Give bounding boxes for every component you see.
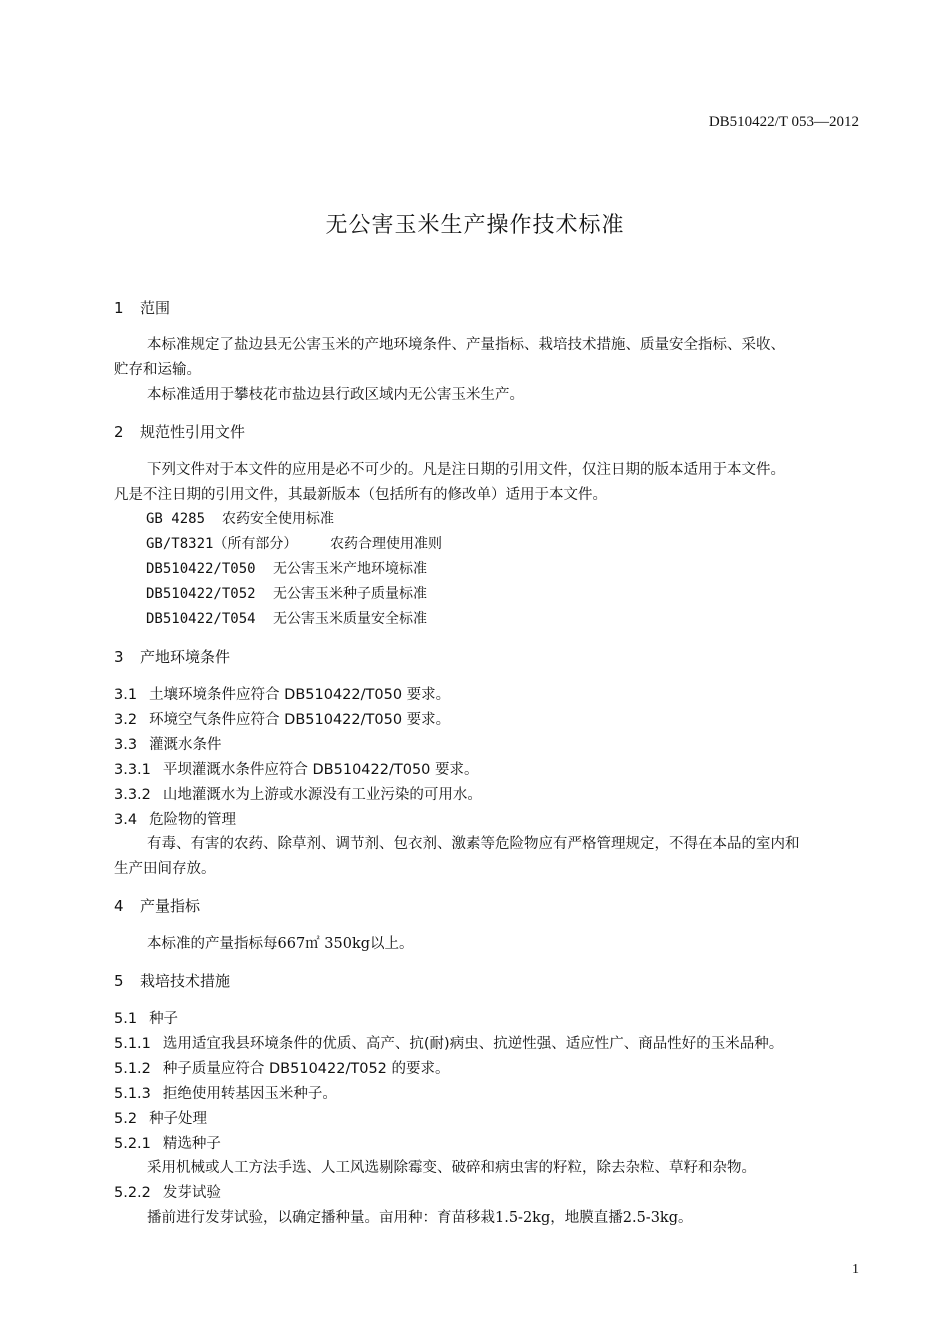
- clause-number: 3.2: [114, 712, 138, 728]
- page-number: 1: [852, 1262, 859, 1277]
- clause-text: 平坝灌溉水条件应符合 DB510422/T050 要求。: [162, 762, 479, 778]
- clause: [114, 758, 479, 779]
- clause: [114, 783, 482, 804]
- clause-text: 危险物的管理: [149, 812, 237, 828]
- clause: [114, 1107, 207, 1128]
- clause-number: 5.1.2: [114, 1061, 151, 1077]
- reference-code: DB510422/T052: [146, 586, 256, 602]
- paragraph: 本标准的产量指标每667㎡ 350kg以上。: [147, 936, 414, 952]
- reference-item: [146, 608, 427, 628]
- clause-number: 3.3.2: [114, 787, 151, 803]
- paragraph: 播前进行发芽试验，以确定播种量。亩用种：育苗移栽1.5-2kg，地膜直播2.5-3kg。: [147, 1210, 693, 1226]
- paragraph: 下列文件对于本文件的应用是必不可少的。凡是注日期的引用文件，仅注日期的版本适用于本文件。: [147, 462, 785, 478]
- paragraph: 生产田间存放。: [114, 861, 216, 877]
- paragraph: 贮存和运输。: [114, 362, 201, 378]
- reference-name: 农药合理使用准则: [330, 536, 442, 552]
- reference-name: 无公害玉米产地环境标准: [273, 561, 427, 577]
- clause: [114, 683, 450, 704]
- section-1-heading: [114, 297, 170, 318]
- section-number: 1: [114, 299, 124, 317]
- clause-number: 5.1.1: [114, 1036, 151, 1052]
- clause-text: 灌溉水条件: [149, 737, 222, 753]
- clause: [114, 733, 222, 754]
- reference-code: GB/T8321（所有部分）: [146, 536, 298, 552]
- clause-number: 5.2.1: [114, 1136, 151, 1152]
- reference-item: [146, 558, 427, 578]
- clause-text: 山地灌溉水为上游或水源没有工业污染的可用水。: [162, 787, 482, 803]
- clause-text: 种子: [149, 1011, 179, 1027]
- reference-name: 农药安全使用标准: [222, 511, 334, 527]
- clause-number: 3.3.1: [114, 762, 151, 778]
- clause-text: 精选种子: [162, 1136, 221, 1152]
- clause: [114, 1007, 178, 1028]
- section-3-heading: [114, 646, 230, 667]
- clause: [114, 708, 450, 729]
- section-number: 3: [114, 648, 124, 666]
- section-2-heading: [114, 421, 245, 442]
- clause: [114, 1082, 337, 1103]
- section-title: 规范性引用文件: [140, 423, 246, 441]
- paragraph: 本标准规定了盐边县无公害玉米的产地环境条件、产量指标、栽培技术措施、质量安全指标、采收、: [147, 337, 785, 353]
- clause-number: 3.4: [114, 812, 138, 828]
- clause-number: 5.2: [114, 1111, 138, 1127]
- reference-item: [146, 583, 427, 603]
- section-title: 栽培技术措施: [140, 972, 231, 990]
- section-number: 5: [114, 972, 124, 990]
- reference-code: DB510422/T050: [146, 561, 256, 577]
- document-title: 无公害玉米生产操作技术标准: [325, 213, 625, 238]
- clause: [114, 1132, 221, 1153]
- clause-number: 5.2.2: [114, 1185, 151, 1201]
- reference-item: [146, 533, 442, 553]
- section-4-heading: [114, 895, 200, 916]
- section-title: 产地环境条件: [140, 648, 231, 666]
- clause-text: 环境空气条件应符合 DB510422/T050 要求。: [149, 712, 451, 728]
- clause-text: 种子质量应符合 DB510422/T052 的要求。: [162, 1061, 450, 1077]
- clause-text: 土壤环境条件应符合 DB510422/T050 要求。: [149, 687, 451, 703]
- clause: [114, 1181, 221, 1202]
- reference-name: 无公害玉米质量安全标准: [273, 611, 427, 627]
- section-number: 4: [114, 897, 124, 915]
- section-title: 范围: [140, 299, 171, 317]
- clause-number: 5.1: [114, 1011, 138, 1027]
- section-title: 产量指标: [140, 897, 201, 915]
- clause-number: 3.3: [114, 737, 138, 753]
- paragraph: 本标准适用于攀枝花市盐边县行政区域内无公害玉米生产。: [147, 387, 524, 403]
- paragraph: 采用机械或人工方法手选、人工风选剔除霉变、破碎和病虫害的籽粒，除去杂粒、草籽和杂物。: [147, 1160, 756, 1176]
- clause-text: 选用适宜我县环境条件的优质、高产、抗(耐)病虫、抗逆性强、适应性广、商品性好的玉米品种。: [162, 1036, 784, 1052]
- clause-text: 种子处理: [149, 1111, 208, 1127]
- section-5-heading: [114, 970, 230, 991]
- paragraph: 有毒、有害的农药、除草剂、调节剂、包衣剂、激素等危险物应有严格管理规定，不得在本品的室内和: [147, 836, 800, 852]
- reference-code: DB510422/T054: [146, 611, 256, 627]
- clause: [114, 808, 236, 829]
- reference-code: GB 4285: [146, 511, 206, 527]
- clause-number: 3.1: [114, 687, 138, 703]
- clause: [114, 1057, 450, 1078]
- clause-text: 拒绝使用转基因玉米种子。: [162, 1086, 337, 1102]
- section-number: 2: [114, 423, 124, 441]
- reference-name: 无公害玉米种子质量标准: [273, 586, 427, 602]
- clause-text: 发芽试验: [162, 1185, 221, 1201]
- reference-item: [146, 508, 334, 528]
- clause: [114, 1032, 783, 1053]
- standard-code: DB510422/T 053—2012: [708, 114, 859, 130]
- paragraph: 凡是不注日期的引用文件，其最新版本（包括所有的修改单）适用于本文件。: [114, 487, 607, 503]
- clause-number: 5.1.3: [114, 1086, 151, 1102]
